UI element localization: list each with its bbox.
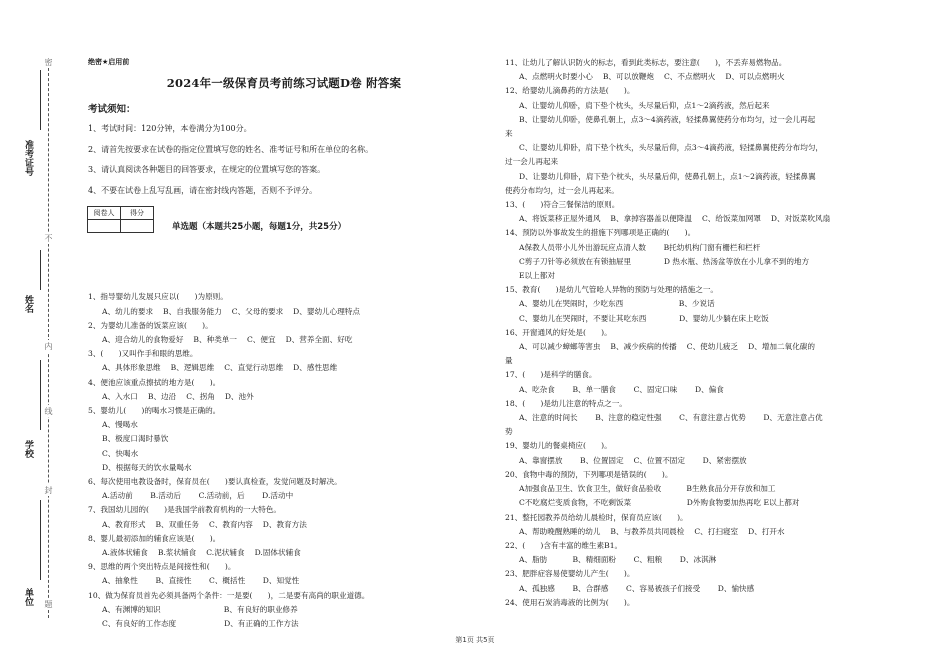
question-text: 23、肥胖症容易使婴幼儿产生( )。 xyxy=(505,569,635,579)
question-options: A、有渊博的知识 B、有良好的职业修养 xyxy=(102,604,298,614)
seal-mark: 题 xyxy=(44,600,53,608)
question-text: 21、整托园教养员给幼儿晨检时，保育员应该( )。 xyxy=(505,512,688,522)
seal-mark: 密 xyxy=(44,58,53,66)
unit-label: 单位 xyxy=(23,588,33,606)
question-options: A.液体状辅食 B.浆状辅食 C.泥状辅食 D.固体状辅食 xyxy=(102,548,301,558)
question-options: A加强食品卫生、饮食卫生，做好食品验收 B生熟食品分开存放和加工 xyxy=(519,484,776,494)
question-text: 1、指导婴幼儿发展只应以( )为原则。 xyxy=(88,292,228,302)
school-label: 学校 xyxy=(23,440,33,458)
question-text: 2、为婴幼儿准备的饭菜应该( )。 xyxy=(88,320,213,330)
exam-number-label: 准考证号 xyxy=(23,140,33,176)
question-options: A、幼儿的要求 B、自我服务能力 C、父母的要求 D、婴幼儿心理特点 xyxy=(102,306,361,316)
question-text: 6、每次使用电教设备时，保育员在( )要认真检查，发觉问题及时解决。 xyxy=(88,477,342,487)
question-text: 24、使用石炭消毒液的比例为( )。 xyxy=(505,597,635,607)
name-label: 姓名 xyxy=(23,295,33,313)
grader-cell[interactable] xyxy=(88,220,121,233)
question-options: A、孤独感 B、合群感 C、容易被孩子们接受 D、愉快感 xyxy=(519,583,755,593)
question-options: A、慢喝水 xyxy=(102,420,138,430)
question-text: 17、( )是科学的膳食。 xyxy=(505,370,597,380)
name-line xyxy=(40,250,41,290)
question-options: C、让婴幼儿仰卧，肩下垫个枕头，头尽量后仰，点3～4滴药液，轻揉鼻翼使药分布均匀， xyxy=(519,143,824,153)
question-text: 9、思维的两个突出特点是间接性和( )。 xyxy=(88,562,236,572)
question-options: A、教育形式 B、双重任务 C、教育内容 D、教育方法 xyxy=(102,519,307,529)
question-options: A、点燃明火时要小心 B、可以放鞭炮 C、不点燃明火 D、可以点燃明火 xyxy=(519,72,785,82)
question-continuation: 量 xyxy=(505,356,513,366)
question-options: A、让婴幼儿仰卧，肩下垫个枕头，头尽量后仰，点1～2滴药液，然后起来 xyxy=(519,100,770,110)
question-options: A、可以减少蟑螂等害虫 B、减少疾病的传播 C、使幼儿疲乏 D、增加二氧化碳的 xyxy=(519,342,815,352)
question-continuation: 过一会儿再起来 xyxy=(505,157,559,167)
question-options: A、注意的时间长 B、注意的稳定性强 C、有意注意占优势 D、无意注意占优 xyxy=(519,413,823,423)
question-text: 11、让幼儿了解认识防火的标志，看到此类标志，要注意( )，不丢弃易燃物品。 xyxy=(505,58,787,67)
question-text: 4、便池应该重点擦拭的地方是( )。 xyxy=(88,377,221,387)
secret-mark: 绝密★启用前 xyxy=(88,58,130,66)
question-text: 8、婴儿最初添加的辅食应该是( )。 xyxy=(88,533,221,543)
question-options: A、吃杂食 B、单一膳食 C、固定口味 D、偏食 xyxy=(519,384,724,394)
seal-mark: 内 xyxy=(44,342,53,350)
question-options: E以上都对 xyxy=(519,271,555,281)
score-cell[interactable] xyxy=(121,220,154,233)
question-options: C、婴幼儿在哭闹时，不要让其吃东西 D、婴幼儿少躺在床上吃饭 xyxy=(519,313,769,323)
question-options: A、婴幼儿在哭闹时，少吃东西 B、少说话 xyxy=(519,299,715,309)
exam-number-line xyxy=(40,70,41,130)
right-column xyxy=(501,57,921,610)
question-options: A、帮助晚醒熟睡的幼儿 B、与教养员共同晨检 C、打扫寝室 D、打开水 xyxy=(519,526,785,536)
question-options: A.活动前 B.活动后 C.活动前，后 D.活动中 xyxy=(102,491,294,501)
exam-title: 2024年一级保育员考前练习试题D卷 附答案 xyxy=(166,76,402,90)
question-options: C不吃腐烂变质食物，不吃剩饭菜 D外购食物要加热再吃 E以上都对 xyxy=(519,498,800,508)
left-column xyxy=(84,57,484,631)
question-options: B、让婴幼儿仰卧，使鼻孔朝上，点3～4滴药液，轻揉鼻翼使药分布均匀，过一会儿再起 xyxy=(519,114,816,124)
notice-item: 4、不要在试卷上乱写乱画，请在密封线内答题，否则不予评分。 xyxy=(88,185,318,195)
question-options: D、根据每天的饮水量喝水 xyxy=(102,462,192,472)
binding-margin xyxy=(0,0,64,671)
score-header: 得分 xyxy=(121,207,154,220)
question-list-right xyxy=(501,56,921,610)
question-options: A、迎合幼儿的食物爱好 B、种类单一 C、便宜 D、营养全面、好吃 xyxy=(102,334,353,344)
question-list-left xyxy=(84,290,484,631)
question-text: 14、预防以外事故发生的措施下列哪项是正确的( )。 xyxy=(505,228,696,238)
question-text: 5、婴幼儿( )的喝水习惯是正确的。 xyxy=(88,406,221,415)
unit-line xyxy=(40,500,41,580)
seal-mark: 线 xyxy=(44,407,53,415)
question-text: 20、食物中毒的预防，下列哪项是错误的( )。 xyxy=(505,469,673,479)
question-continuation: 来 xyxy=(505,129,513,139)
notice-item: 3、请认真阅读各种题目的回答要求，在规定的位置填写您的答案。 xyxy=(88,165,326,175)
question-options: A、脂肪 B、精细面粉 C、粗粮 D、冰淇淋 xyxy=(519,555,717,565)
question-text: 19、婴幼儿的餐桌椅应( )。 xyxy=(505,441,612,451)
question-options: A、抽象性 B、直接性 C、概括性 D、知觉性 xyxy=(102,576,300,586)
question-continuation: 使药分布均匀，过一会儿再起来。 xyxy=(505,185,619,195)
question-options: C、快喝水 xyxy=(102,448,139,458)
seal-mark: 不 xyxy=(44,234,53,242)
question-text: 18、( )是幼儿注意的特点之一。 xyxy=(505,398,627,408)
question-options: A、靠窗摆放 B、位置固定 C、位置不固定 D、紧密摆放 xyxy=(519,455,747,465)
seal-mark: 封 xyxy=(44,486,53,494)
question-text: 7、我国幼儿园的( )是我国学前教育机构的一大特色。 xyxy=(88,505,282,515)
question-options: A保教人员带小儿外出游玩应点清人数 B托幼机构门窗有栅栏和栏杆 xyxy=(519,242,761,252)
notice-heading: 考试须知： xyxy=(88,104,136,115)
grader-header: 阅卷人 xyxy=(88,207,121,220)
question-text: 16、开窗通风的好处是( )。 xyxy=(505,327,612,337)
question-options: C剪子刀针等必须放在有锁抽屉里 D 热水瓶、热汤盆等放在小儿拿不到的地方 xyxy=(519,256,810,266)
seal-dashed-line xyxy=(48,58,49,618)
score-area xyxy=(84,206,484,244)
question-options: A、具体形象思维 B、逻辑思维 C、直觉行动思维 D、感性思维 xyxy=(102,363,338,373)
question-text: 13、( )符合三餐保洁的原则。 xyxy=(505,200,620,210)
school-line xyxy=(40,360,41,430)
question-text: 12、给婴幼儿滴鼻药的方法是( )。 xyxy=(505,86,635,96)
question-options: D、让婴幼儿仰卧，肩下垫个枕头，头尽量后仰，使鼻孔朝上，点1～2滴药液，轻揉鼻翼 xyxy=(519,171,816,181)
question-text: 10、做为保育员首先必须具备两个条件：一是要( )，二是要有高尚的职业道德。 xyxy=(88,590,370,600)
score-table xyxy=(87,206,154,233)
question-text: 3、( )又叫作手和眼的思维。 xyxy=(88,349,198,359)
question-options: A、入水口 B、边沿 C、拐角 D、池外 xyxy=(102,391,254,401)
section-title: 单选题（本题共25小题，每题1分，共25分） xyxy=(172,222,347,233)
question-options: A、将饭菜移正屋外通风 B、拿掉容器盖以便降温 C、给饭菜加网罩 D、对饭菜吹风扇 xyxy=(519,214,831,224)
notice-item: 2、请首先按要求在试卷的指定位置填写您的姓名、准考证号和所在单位的名称。 xyxy=(88,144,374,154)
question-options: B、极度口渴时暴饮 xyxy=(102,434,169,444)
question-text: 22、( )含有丰富的维生素B1。 xyxy=(505,540,623,550)
notice-item: 1、考试时间：120分钟，本卷满分为100分。 xyxy=(88,124,252,133)
question-continuation: 势 xyxy=(505,427,513,437)
question-options: C、有良好的工作态度 D、有正确的工作方法 xyxy=(102,619,299,629)
question-text: 15、教育( )是幼儿气管呛人异物的预防与处理的措施之一。 xyxy=(505,285,719,295)
page-number: 第1页 共5页 xyxy=(455,636,495,644)
